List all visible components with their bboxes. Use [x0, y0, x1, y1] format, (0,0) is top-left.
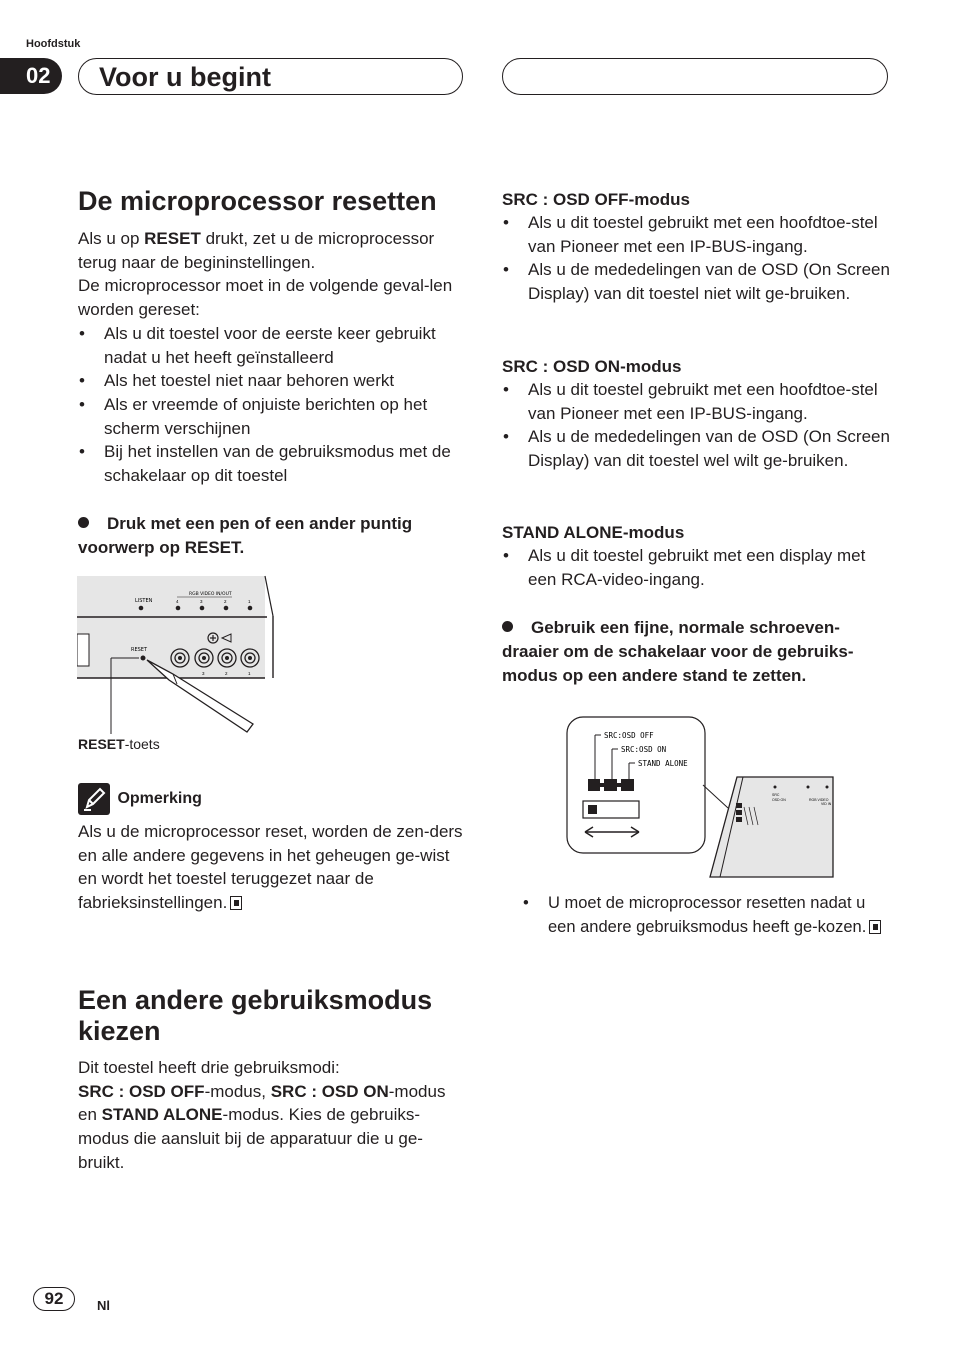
- mode-rest: -modus. Kies de gebruiks-modus die aansluit bij de apparatuur die u ge-bruikt.: [78, 1105, 423, 1172]
- end-mark-icon: [869, 920, 881, 934]
- fig-bottom-num-2: 2: [225, 671, 228, 676]
- page-number: 92: [33, 1287, 75, 1311]
- fig-bottom-num-1: 1: [248, 671, 251, 676]
- fig-rgb-label: RGB VIDEO IN/OUT: [189, 592, 232, 597]
- bullet-dot-icon: [502, 621, 513, 632]
- reset-keyword: RESET: [144, 229, 201, 248]
- mode-sep: -modus en: [78, 1081, 446, 1125]
- mode-name: SRC : OSD OFF: [78, 1081, 205, 1101]
- mode-heading-osd-off: [502, 188, 892, 211]
- reset-reasons-list: [78, 322, 468, 488]
- fig-num-1: 1: [248, 599, 251, 604]
- switch-label-osd-off: SRC:OSD OFF: [604, 731, 654, 740]
- chapter-title: Voor u begint: [78, 58, 463, 95]
- mode-stand-alone-block: [502, 521, 892, 591]
- list-item: • Als u dit toestel gebruikt met een hoofdtoe-stel van Pioneer met een IP-BUS-ingang.: [502, 378, 892, 425]
- mode-sep: -modus,: [204, 1081, 271, 1101]
- end-mark-icon: [230, 896, 242, 910]
- mode-line-1: Dit toestel heeft drie gebruiksmodi:: [78, 1058, 340, 1077]
- final-note-list: [522, 892, 894, 939]
- fig-reset-label: RESET: [131, 647, 148, 653]
- mode-suffix: -modus: [628, 190, 690, 209]
- pencil-note-icon: [78, 783, 110, 815]
- fig-listen-label: LISTEN: [135, 598, 153, 604]
- mode-heading-stand-alone: [502, 521, 892, 544]
- switch-instruction: [502, 616, 894, 688]
- switch-instruction-text: Gebruik een fijne, normale schroeven-draaier om de schakelaar voor de gebruiks-modus op een andere stand te zetten.: [502, 618, 854, 685]
- intro-text-rest: drukt, zet u de microprocessor terug naar de begininstellingen.: [78, 229, 435, 272]
- reset-body: [78, 227, 468, 488]
- mode-name: STAND ALONE: [502, 523, 623, 542]
- intro-text: Als u op: [78, 229, 145, 248]
- osd-on-list: [502, 378, 892, 473]
- mode-switch-illustration: [565, 715, 835, 880]
- list-item: • Als u dit toestel gebruikt met een display met een RCA-video-ingang.: [502, 544, 892, 591]
- mode-name: SRC : OSD ON: [270, 1081, 389, 1101]
- mode-osd-on-block: [502, 355, 892, 473]
- fig-num-3: 3: [200, 599, 203, 604]
- fig-bottom-num-3: 3: [202, 671, 205, 676]
- mode-name: SRC : OSD OFF: [502, 190, 629, 209]
- unit-vid-label: VID IN: [821, 802, 832, 806]
- mode-line-2: [78, 1080, 468, 1175]
- final-note-text: U moet de microprocessor resetten nadat u een andere gebruiksmodus heeft ge-kozen.: [548, 894, 867, 936]
- language-code: Nl: [97, 1298, 110, 1313]
- list-item: • Als er vreemde of onjuiste berichten op het scherm verschijnen: [78, 393, 468, 440]
- mode-body: [78, 1056, 468, 1175]
- fig-num-2: 2: [224, 599, 227, 604]
- fig-num-4: 4: [176, 599, 179, 604]
- reset-caption: [78, 736, 160, 752]
- reset-heading: De microprocessor resetten: [78, 186, 437, 216]
- mode-suffix: -modus: [620, 357, 682, 376]
- note-text: Als u de microprocessor reset, worden de zen-ders en alle andere gegevens in het geheugen ge-wist en wordt het toestel teruggezet naar de fabrieksinstellingen.: [78, 822, 463, 913]
- reset-button-illustration: [77, 574, 277, 734]
- unit-osd-label: OSD ON: [772, 798, 786, 802]
- list-item: • Als u de mededelingen van de OSD (On Screen Display) van dit toestel niet wilt ge-bruiken.: [502, 258, 892, 305]
- caption-bold: RESET: [78, 736, 125, 752]
- note-body: [78, 820, 468, 915]
- note-header: [78, 783, 202, 815]
- reset-instruction: [78, 512, 468, 560]
- unit-rgb-label: RGB VIDEO: [809, 798, 829, 802]
- list-item: • Als u de mededelingen van de OSD (On Screen Display) van dit toestel wel wilt ge-bruiken.: [502, 425, 892, 472]
- bullet-dot-icon: [78, 517, 89, 528]
- chapter-subtitle-box: [502, 58, 888, 95]
- reset-instruction-text: Druk met een pen of een ander puntig voorwerp op RESET.: [78, 514, 413, 557]
- mode-osd-off-block: [502, 188, 892, 306]
- list-item: • Als u dit toestel gebruikt met een hoofdtoe-stel van Pioneer met een IP-BUS-ingang.: [502, 211, 892, 258]
- chapter-label: Hoofdstuk: [26, 38, 81, 50]
- mode-suffix: -modus: [622, 523, 685, 542]
- mode-name: STAND ALONE: [101, 1105, 223, 1125]
- list-item: • Bij het instellen van de gebruiksmodus met de schakelaar op dit toestel: [78, 440, 468, 487]
- switch-label-stand-alone: STAND ALONE: [638, 759, 688, 768]
- unit-src-label: SRC: [772, 793, 780, 797]
- mode-name: SRC : OSD ON: [502, 357, 621, 376]
- chapter-number: 02: [0, 58, 62, 94]
- stand-alone-list: [502, 544, 892, 591]
- reset-intro-1: [78, 227, 468, 274]
- mode-heading-osd-on: [502, 355, 892, 378]
- osd-off-list: [502, 211, 892, 306]
- note-heading: Opmerking: [117, 790, 202, 807]
- mode-heading: Een andere gebruiksmodus kiezen: [78, 985, 433, 1046]
- list-item: • Als het toestel niet naar behoren werkt: [78, 369, 468, 393]
- list-item: • Als u dit toestel voor de eerste keer gebruikt nadat u het heeft geïnstalleerd: [78, 322, 468, 369]
- list-item: [522, 892, 894, 939]
- reset-intro-2: De microprocessor moet in de volgende geval-len worden gereset:: [78, 276, 453, 320]
- switch-label-osd-on: SRC:OSD ON: [621, 745, 667, 754]
- caption-rest: -toets: [124, 736, 160, 752]
- final-note: [522, 892, 894, 939]
